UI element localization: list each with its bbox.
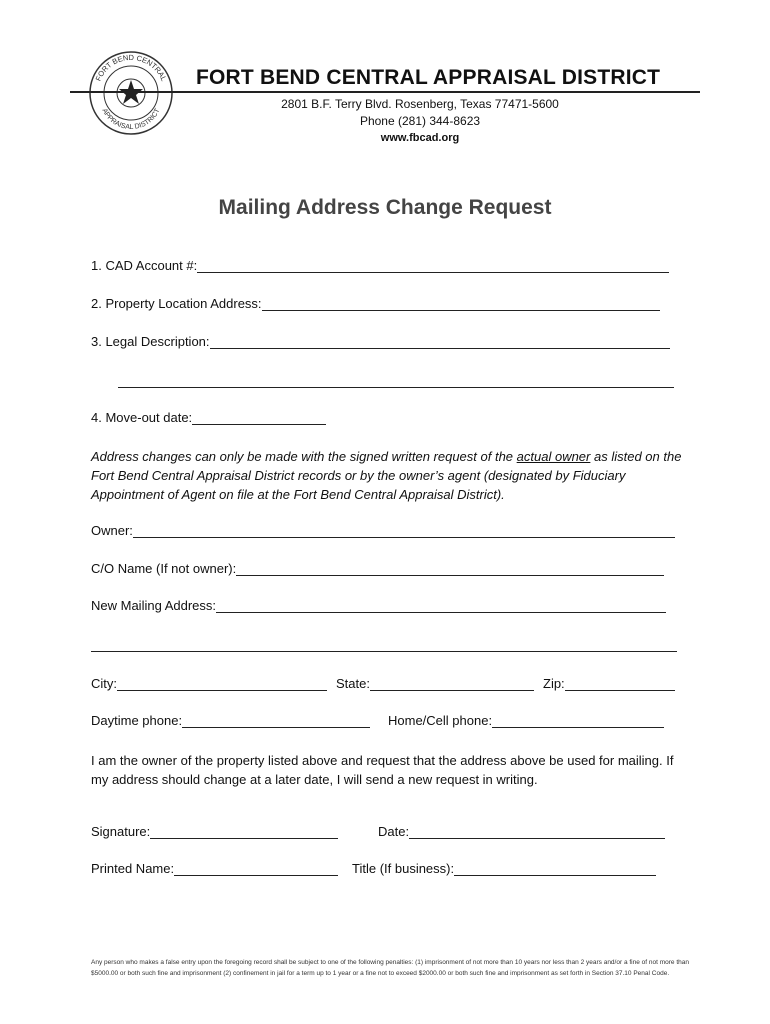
legal-description-line[interactable] xyxy=(210,334,670,349)
notice-text-2: as listed on the Fort Bend Central Appraisal District records or by the owner’s agent (designated by Fiduciary Appointment of Agent on file at the Fort Bend Central Appraisal District). xyxy=(91,449,682,502)
printed-name-field[interactable] xyxy=(91,861,338,876)
cad-account-line[interactable] xyxy=(197,258,669,273)
header-rule xyxy=(70,91,700,93)
legal-description-line-2[interactable] xyxy=(118,373,674,388)
new-address-label: New Mailing Address: xyxy=(91,598,216,613)
title-business-label: Title (If business): xyxy=(352,861,455,876)
cad-account-field[interactable] xyxy=(91,258,669,273)
state-field[interactable] xyxy=(336,676,534,691)
home-phone-field[interactable] xyxy=(388,713,664,728)
seal-text-top: FORT BEND CENTRAL xyxy=(93,52,169,83)
date-line[interactable] xyxy=(409,824,665,839)
form-title: Mailing Address Change Request xyxy=(218,196,552,219)
city-line[interactable] xyxy=(117,676,327,691)
owner-label: Owner: xyxy=(91,523,133,538)
daytime-phone-label: Daytime phone: xyxy=(91,713,183,728)
date-field[interactable] xyxy=(378,824,665,839)
owner-notice xyxy=(91,447,691,504)
printed-name-line[interactable] xyxy=(174,861,338,876)
owner-line[interactable] xyxy=(133,523,675,538)
owner-statement: I am the owner of the property listed above and request that the address above be used for mailing. If my address should change at a later date, I will send a new request in writing. xyxy=(91,753,674,787)
co-name-label: C/O Name (If not owner): xyxy=(91,561,237,576)
owner-field[interactable] xyxy=(91,523,675,538)
cad-account-label: 1. CAD Account #: xyxy=(91,258,198,273)
penalty-footnote: Any person who makes a false entry upon the foregoing record shall be subject to one of the following penalties: (1) imprisonment of not more than 10 years nor less than 2 years and/or a fine of not more than $5000.00 or both such fine and imprisonment (2) confinement in jail for a term up to 1 year or a fine not to exceed $2000.00 or both such fine and imprisonment as set forth in Section 37.10 Penal Code. xyxy=(91,959,689,977)
org-phone: Phone (281) 344-8623 xyxy=(359,114,481,128)
zip-field[interactable] xyxy=(543,676,675,691)
city-label: City: xyxy=(91,676,117,691)
state-line[interactable] xyxy=(370,676,534,691)
title-business-line[interactable] xyxy=(454,861,656,876)
signature-label: Signature: xyxy=(91,824,151,839)
move-out-date-line[interactable] xyxy=(192,410,326,425)
notice-emphasis: actual owner xyxy=(516,449,591,464)
co-name-field[interactable] xyxy=(91,561,664,576)
daytime-phone-line[interactable] xyxy=(182,713,370,728)
date-label: Date: xyxy=(378,824,410,839)
new-address-line-2[interactable] xyxy=(91,637,677,652)
notice-text-1: Address changes can only be made with the signed written request of the xyxy=(91,449,517,464)
home-phone-line[interactable] xyxy=(492,713,664,728)
legal-description-field[interactable] xyxy=(91,334,670,349)
property-location-line[interactable] xyxy=(262,296,660,311)
org-address: 2801 B.F. Terry Blvd. Rosenberg, Texas 77471-5600 xyxy=(281,97,559,111)
legal-description-label: 3. Legal Description: xyxy=(91,334,210,349)
org-website: www.fbcad.org xyxy=(380,132,460,144)
co-name-line[interactable] xyxy=(236,561,664,576)
zip-label: Zip: xyxy=(543,676,565,691)
move-out-date-label: 4. Move-out date: xyxy=(91,410,193,425)
city-field[interactable] xyxy=(91,676,327,691)
move-out-date-field[interactable] xyxy=(91,410,326,425)
home-phone-label: Home/Cell phone: xyxy=(388,713,493,728)
new-address-line[interactable] xyxy=(216,598,666,613)
property-location-field[interactable] xyxy=(91,296,660,311)
printed-name-label: Printed Name: xyxy=(91,861,175,876)
fbcad-seal-icon xyxy=(88,50,174,136)
seal-text-bottom: APPRAISAL DISTRICT xyxy=(100,107,162,132)
zip-line[interactable] xyxy=(565,676,675,691)
org-name: FORT BEND CENTRAL APPRAISAL DISTRICT xyxy=(196,66,664,90)
property-location-label: 2. Property Location Address: xyxy=(91,296,262,311)
new-address-field[interactable] xyxy=(91,598,666,613)
state-label: State: xyxy=(336,676,370,691)
signature-line[interactable] xyxy=(150,824,338,839)
daytime-phone-field[interactable] xyxy=(91,713,370,728)
title-business-field[interactable] xyxy=(352,861,656,876)
signature-field[interactable] xyxy=(91,824,338,839)
